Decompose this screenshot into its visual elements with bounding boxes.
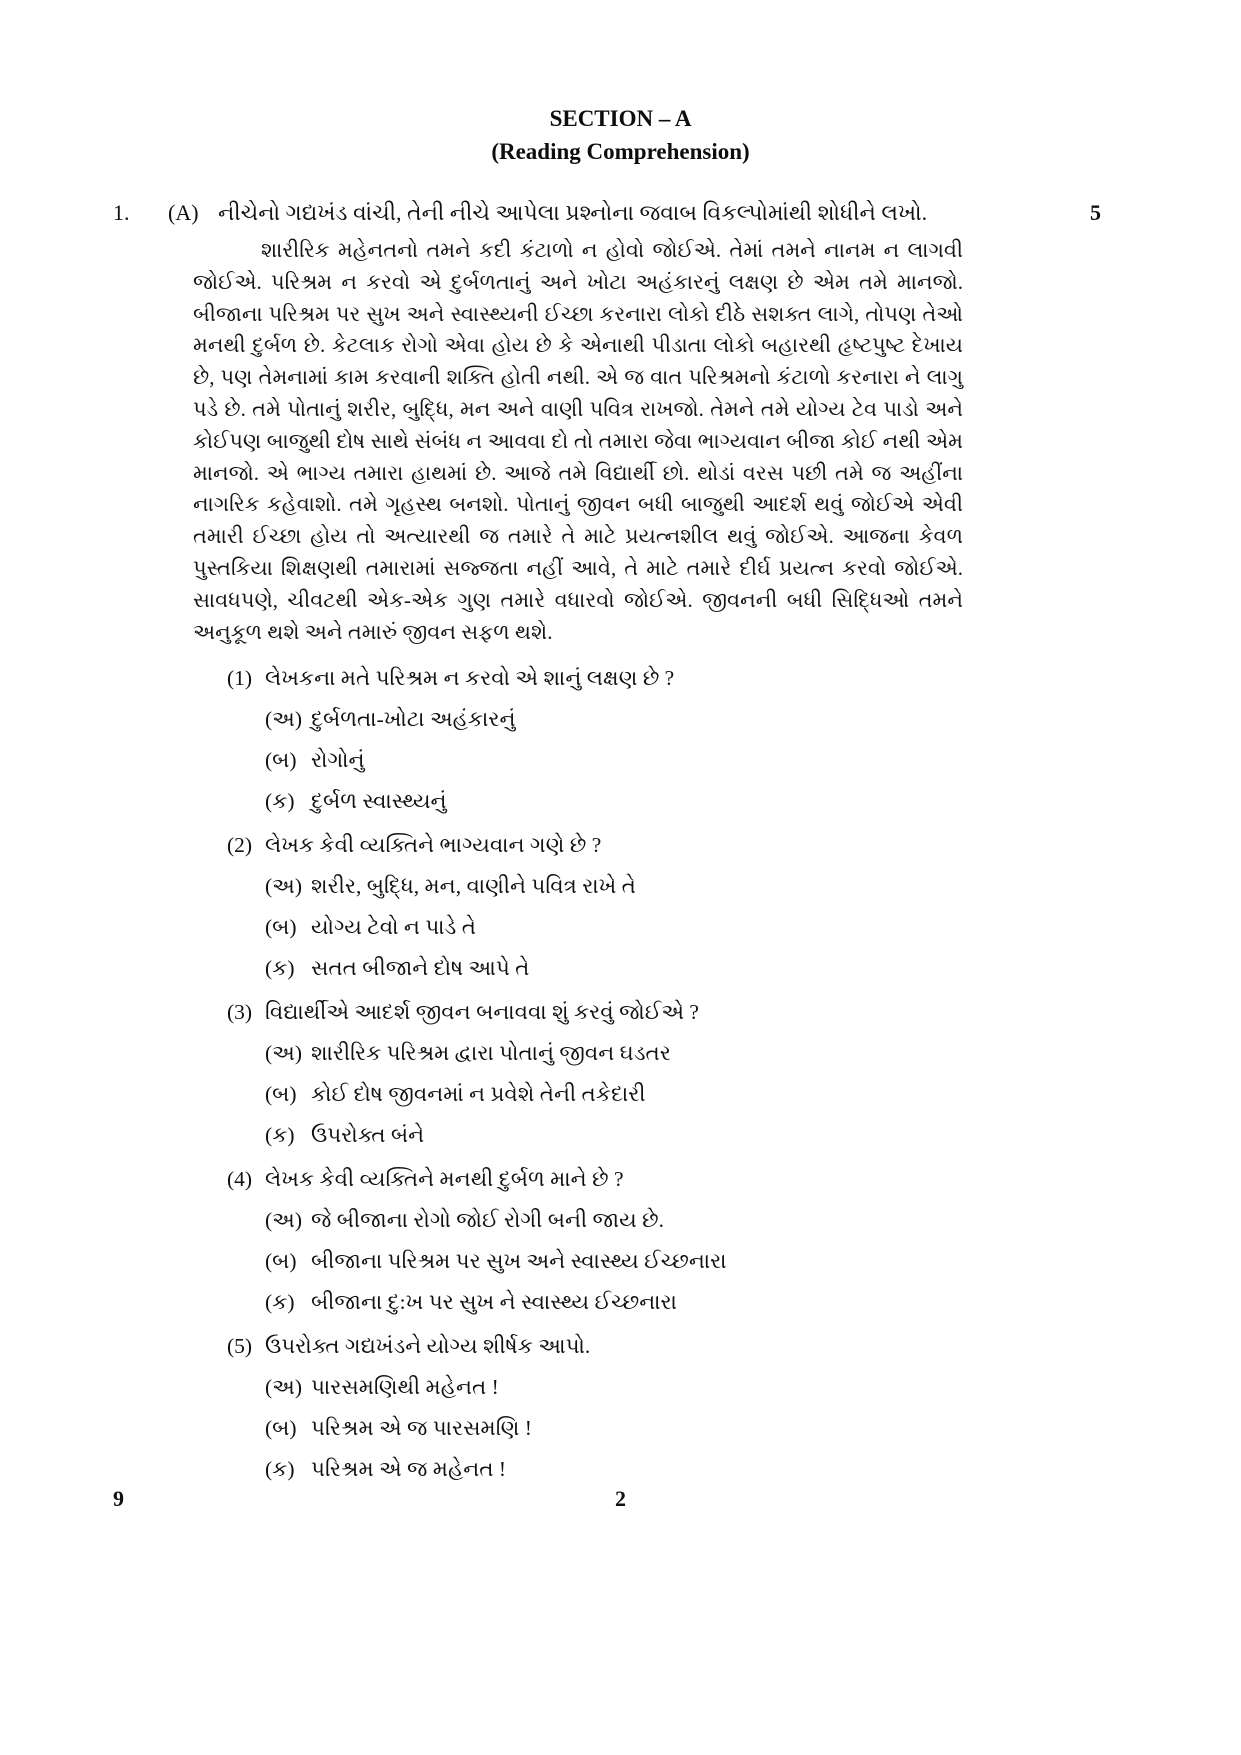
sub-question-3-number: (3) bbox=[227, 1000, 253, 1025]
sub-question-3-option-a bbox=[0, 1037, 1241, 1070]
option-text: પારસમણિથી મહેનત ! bbox=[311, 1375, 499, 1400]
option-text: જે બીજાના રોગો જોઈ રોગી બની જાય છે. bbox=[311, 1208, 665, 1233]
sub-question-4 bbox=[0, 1163, 1241, 1196]
sub-question-1-number: (1) bbox=[227, 666, 253, 691]
option-label: (અ) bbox=[265, 874, 303, 899]
option-label: (ક) bbox=[265, 789, 295, 814]
sub-question-4-option-b bbox=[0, 1245, 1241, 1278]
option-label: (ક) bbox=[265, 1457, 295, 1482]
option-label: (અ) bbox=[265, 707, 303, 732]
option-text: પરિશ્રમ એ જ પારસમણિ ! bbox=[311, 1416, 532, 1441]
option-label: (બ) bbox=[265, 1249, 297, 1274]
question-instruction: નીચેનો ગદ્યખંડ વાંચી, તેની નીચે આપેલા પ્રશ્નોના જવાબ વિકલ્પોમાંથી શોધીને લખો. bbox=[218, 200, 928, 225]
question-part-label: (A) bbox=[168, 200, 199, 225]
section-heading bbox=[0, 0, 1241, 168]
option-text: શારીરિક પરિશ્રમ દ્વારા પોતાનું જીવન ઘડતર bbox=[311, 1041, 671, 1066]
sub-question-1-text: લેખકના મતે પરિશ્રમ ન કરવો એ શાનું લક્ષણ છે ? bbox=[265, 666, 675, 691]
sub-question-1-option-b bbox=[0, 744, 1241, 777]
option-text: દુર્બળતા-ખોટા અહંકારનું bbox=[311, 707, 516, 732]
option-label: (બ) bbox=[265, 748, 297, 773]
sub-question-5 bbox=[0, 1330, 1241, 1363]
sub-question-3-option-b bbox=[0, 1078, 1241, 1111]
option-text: રોગોનું bbox=[311, 748, 365, 773]
option-text: ઉપરોક્ત બંને bbox=[311, 1123, 425, 1148]
option-text: સતત બીજાને દોષ આપે તે bbox=[311, 956, 530, 981]
sub-question-5-option-c bbox=[0, 1453, 1241, 1486]
section-title: SECTION – A bbox=[549, 106, 692, 131]
question-number: 1. bbox=[113, 200, 130, 225]
option-label: (બ) bbox=[265, 1416, 297, 1441]
option-text: યોગ્ય ટેવો ન પાડે તે bbox=[311, 915, 476, 940]
question-header-row bbox=[0, 197, 1241, 229]
sub-question-4-option-c bbox=[0, 1286, 1241, 1319]
option-text: કોઈ દોષ જીવનમાં ન પ્રવેશે તેની તકેદારી bbox=[311, 1082, 646, 1107]
sub-question-1 bbox=[0, 662, 1241, 695]
sub-question-2-option-c bbox=[0, 952, 1241, 985]
option-label: (અ) bbox=[265, 1041, 303, 1066]
sub-question-3 bbox=[0, 996, 1241, 1029]
section-subtitle: (Reading Comprehension) bbox=[491, 139, 750, 164]
sub-question-4-number: (4) bbox=[227, 1167, 253, 1192]
option-label: (અ) bbox=[265, 1208, 303, 1233]
sub-question-1-option-c bbox=[0, 785, 1241, 818]
sub-question-2-number: (2) bbox=[227, 833, 253, 858]
sub-question-3-text: વિદ્યાર્થીએ આદર્શ જીવન બનાવવા શું કરવું જોઈએ ? bbox=[265, 1000, 699, 1025]
option-label: (બ) bbox=[265, 915, 297, 940]
option-text: બીજાના પરિશ્રમ પર સુખ અને સ્વાસ્થ્ય ઈચ્છનારા bbox=[311, 1249, 727, 1274]
sub-question-2-option-a bbox=[0, 870, 1241, 903]
option-label: (અ) bbox=[265, 1375, 303, 1400]
option-text: શરીર, બુદ્ધિ, મન, વાણીને પવિત્ર રાખે તે bbox=[311, 874, 636, 899]
option-text: દુર્બળ સ્વાસ્થ્યનું bbox=[311, 789, 447, 814]
sub-question-4-option-a bbox=[0, 1204, 1241, 1237]
sub-question-1-option-a bbox=[0, 703, 1241, 736]
passage-text: શારીરિક મહેનતનો તમને કદી કંટાળો ન હોવો જોઈએ. તેમાં તમને નાનમ ન લાગવી જોઈએ. પરિશ્રમ ન કરવો એ દુર્બળતાનું અને ખોટા અહંકારનું લક્ષણ છે એમ તમે માનજો. બીજાના પરિશ્રમ પર સુખ અને સ્વાસ્થ્યની ઈચ્છા કરનારા લોકો દીઠે સશક્ત લાગે, તોપણ તેઓ મનથી દુર્બળ છે. કેટલાક રોગો એવા હોય છે કે એનાથી પીડાતા લોકો બહારથી હૃષ્ટપુષ્ટ દેખાય છે, પણ તેમનામાં કામ કરવાની શક્તિ હોતી નથી. એ જ વાત પરિશ્રમનો કંટાળો કરનારા ને લાગુ પડે છે. તમે પોતાનું શરીર, બુદ્ધિ, મન અને વાણી પવિત્ર રાખજો. તેમને તમે યોગ્ય ટેવ પાડો અને કોઈપણ બાજુથી દોષ સાથે સંબંધ ન આવવા દો તો તમારા જેવા ભાગ્યવાન બીજા કોઈ નથી એમ માનજો. એ ભાગ્ય તમારા હાથમાં છે. આજે તમે વિદ્યાર્થી છો. થોડાં વરસ પછી તમે જ અહીંના નાગરિક કહેવાશો. તમે ગૃહસ્થ બનશો. પોતાનું જીવન બધી બાજુથી આદર્શ થવું જોઈએ એવી તમારી ઈચ્છા હોય તો અત્યારથી જ તમારે તે માટે પ્રયત્નશીલ થવું જોઈએ. આજના કેવળ પુસ્તકિયા શિક્ષણથી તમારામાં સજ્જતા નહીં આવે, તે માટે તમારે દીર્ઘ પ્રયત્ન કરવો જોઈએ. સાવધપણે, ચીવટથી એક-એક ગુણ તમારે વધારવો જોઈએ. જીવનની બધી સિદ્ધિઓ તમને અનુકૂળ થશે અને તમારું જીવન સફળ થશે. bbox=[193, 238, 963, 644]
sub-question-5-option-a bbox=[0, 1371, 1241, 1404]
sub-question-4-text: લેખક કેવી વ્યક્તિને મનથી દુર્બળ માને છે ? bbox=[265, 1167, 624, 1192]
option-label: (ક) bbox=[265, 956, 295, 981]
sub-question-5-text: ઉપરોક્ત ગદ્યખંડને યોગ્ય શીર્ષક આપો. bbox=[265, 1334, 591, 1359]
option-label: (બ) bbox=[265, 1082, 297, 1107]
option-label: (ક) bbox=[265, 1123, 295, 1148]
option-text: બીજાના દુ:ખ પર સુખ ને સ્વાસ્થ્ય ઈચ્છનારા bbox=[311, 1290, 677, 1315]
sub-question-5-option-b bbox=[0, 1412, 1241, 1445]
sub-question-2-text: લેખક કેવી વ્યક્તિને ભાગ્યવાન ગણે છે ? bbox=[265, 833, 602, 858]
sub-questions-list bbox=[0, 662, 1241, 1486]
footer-page-number: 2 bbox=[615, 1486, 626, 1511]
footer-paper-code: 9 bbox=[113, 1486, 124, 1511]
question-marks: 5 bbox=[1090, 200, 1101, 225]
option-label: (ક) bbox=[265, 1290, 295, 1315]
sub-question-2 bbox=[0, 829, 1241, 862]
option-text: પરિશ્રમ એ જ મહેનત ! bbox=[311, 1457, 507, 1482]
sub-question-5-number: (5) bbox=[227, 1334, 253, 1359]
sub-question-3-option-c bbox=[0, 1119, 1241, 1152]
sub-question-2-option-b bbox=[0, 911, 1241, 944]
